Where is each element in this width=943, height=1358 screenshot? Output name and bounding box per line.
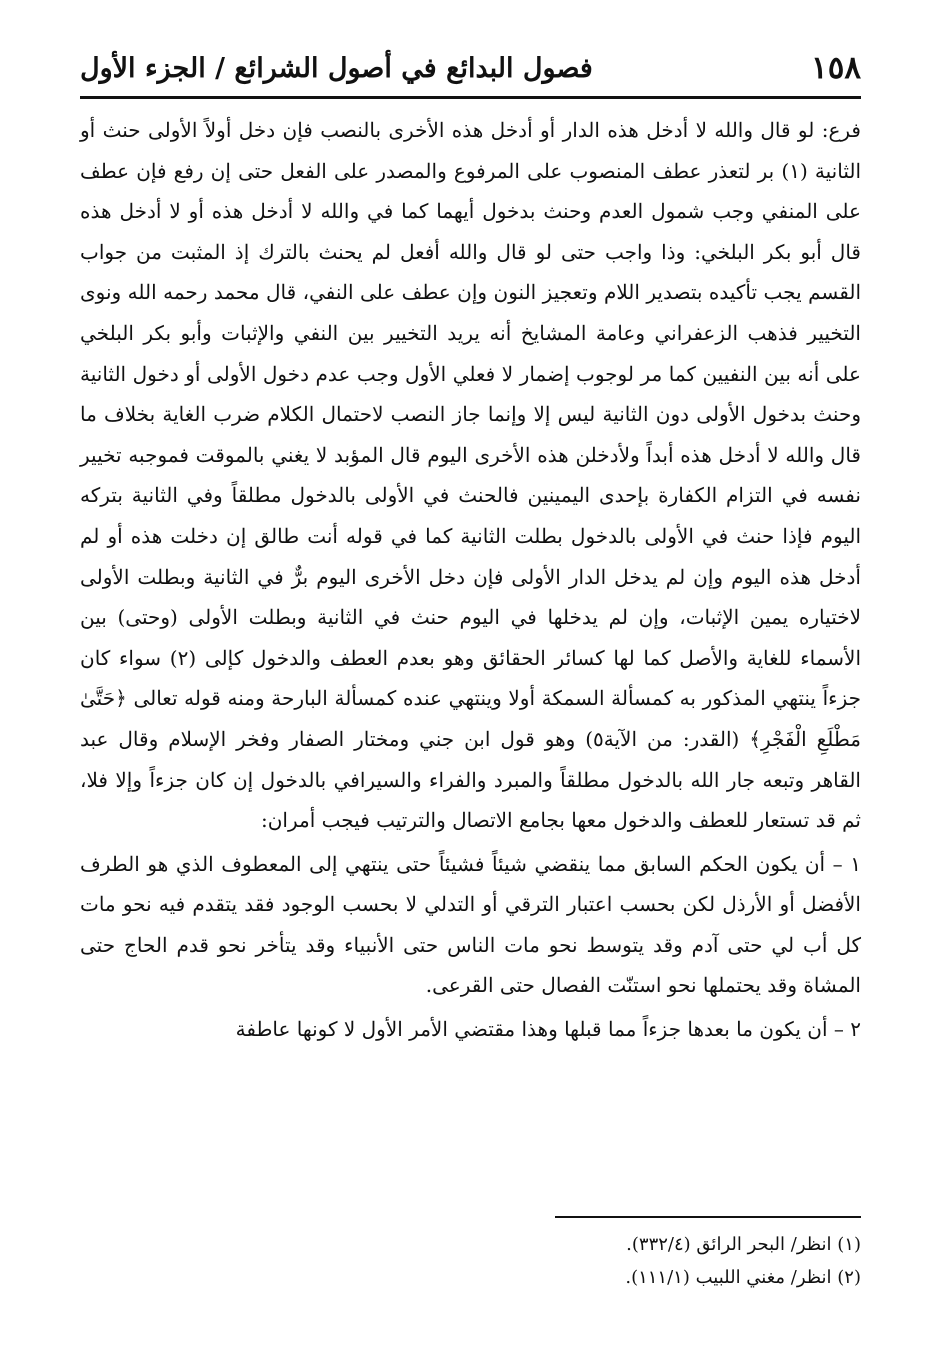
list-item-1: ١ – أن يكون الحكم السابق مما ينقضي شيئاً فشيئاً حتى ينتهي إلى المعطوف الذي هو الطرف الأفضل أو الأرذل لكن بحسب اعتبار الترقي أو التدلي لا بحسب الوجود فقد يتقدم فيه نحو مات كل أب لي حتى آدم وقد يتوسط نحو مات الناس حتى الأنبياء وقد يتأخر نحو قدم الحاج حتى المشاة وقد يحتملها نحو استنّت الفصال حتى القرعى.: [80, 851, 861, 998]
running-title: فصول البدائع في أصول الشرائع / الجزء الأول: [80, 52, 593, 84]
footnote-2: (٢) انظر/ مغني اللبيب (١١١/١).: [625, 1267, 861, 1288]
page-header: [80, 44, 861, 92]
list-item-2: ٢ – أن يكون ما بعدها جزءاً مما قبلها وهذا مقتضي الأمر الأول لا كونها عاطفة: [235, 1017, 861, 1042]
footnotes: [80, 1228, 861, 1294]
page-number: ١٥٨: [811, 50, 861, 86]
paragraph: فرع: لو قال والله لا أدخل هذه الدار أو أدخل هذه الأخرى بالنصب فإن دخل أولاً الأولى حنث أو الثانية (١) بر لتعذر عطف المنصوب على المرفوع والمصدر على الفعل حتى إن رفع فإن عطف على المنفي وجب شمول العدم وحنث بدخول أيهما كما في والله لا أدخل هذه أو لا أدخل هذه قال أبو بكر البلخي: وذا واجب حتى لو قال والله أفعل لم يحنث بالترك إذ المثبت من جواب القسم يجب تأكيده بتصدير اللام وتعجيز النون وإن عطف على النفي، قال محمد رحمه الله ونوى التخيير فذهب الزعفراني وعامة المشايخ أنه يريد التخيير بين النفي والإثبات وأبو بكر البلخي على أنه بين النفيين كما مر لوجوب إضمار لا فعلي الأول وجب عدم دخول الأولى أو دخول الثانية وحنث بدخول الأولى دون الثانية ليس إلا وإنما جاز النصب لاحتمال الكلام ضرب الغاية بخلاف ما قال والله لا أدخل هذه أبداً ولأدخلن هذه الأخرى اليوم قال المؤبد لا يغني بالموقت فموجبه تخيير نفسه في التزام الكفارة بإحدى اليمينين فالحنث في الأولى بالدخول مطلقاً وفي الثانية بتركه اليوم فإذا حنث في الأولى بالدخول بطلت الثانية كما في قوله أنت طالق إن دخلت هذه أو لم أدخل هذه اليوم وإن لم يدخل الدار الأولى فإن دخل الأخرى اليوم برٌّ في الثانية وبطلت الأولى لاختياره يمين الإثبات، وإن لم يدخلها في اليوم حنث في الثانية وبطلت الأولى (وحتى) بين الأسماء للغاية والأصل كما لها كسائر الحقائق وهو بعدم العطف والدخول كإلى (٢) سواء كان جزءاً ينتهي المذكور به كمسألة السمكة أولا وينتهي عنده كمسألة البارحة ومنه قوله تعالى ﴿حَتَّىٰ مَطْلَعِ الْفَجْرِ﴾ (القدر: من الآية٥) وهو قول ابن جني ومختار الصفار وفخر الإسلام وقال عبد القاهر وتبعه جار الله بالدخول مطلقاً والمبرد والفراء والسيرافي بالدخول إن كان جزءاً وإلا فلا، ثم قد تستعار للعطف والدخول معها بجامع الاتصال والترتيب فيجب أمران:: [80, 118, 862, 833]
footnote-1: (١) انظر/ البحر الرائق (٣٣٢/٤).: [626, 1234, 861, 1255]
body-text: [80, 110, 861, 1050]
footnote-rule: [555, 1216, 861, 1218]
header-rule: [80, 96, 861, 99]
